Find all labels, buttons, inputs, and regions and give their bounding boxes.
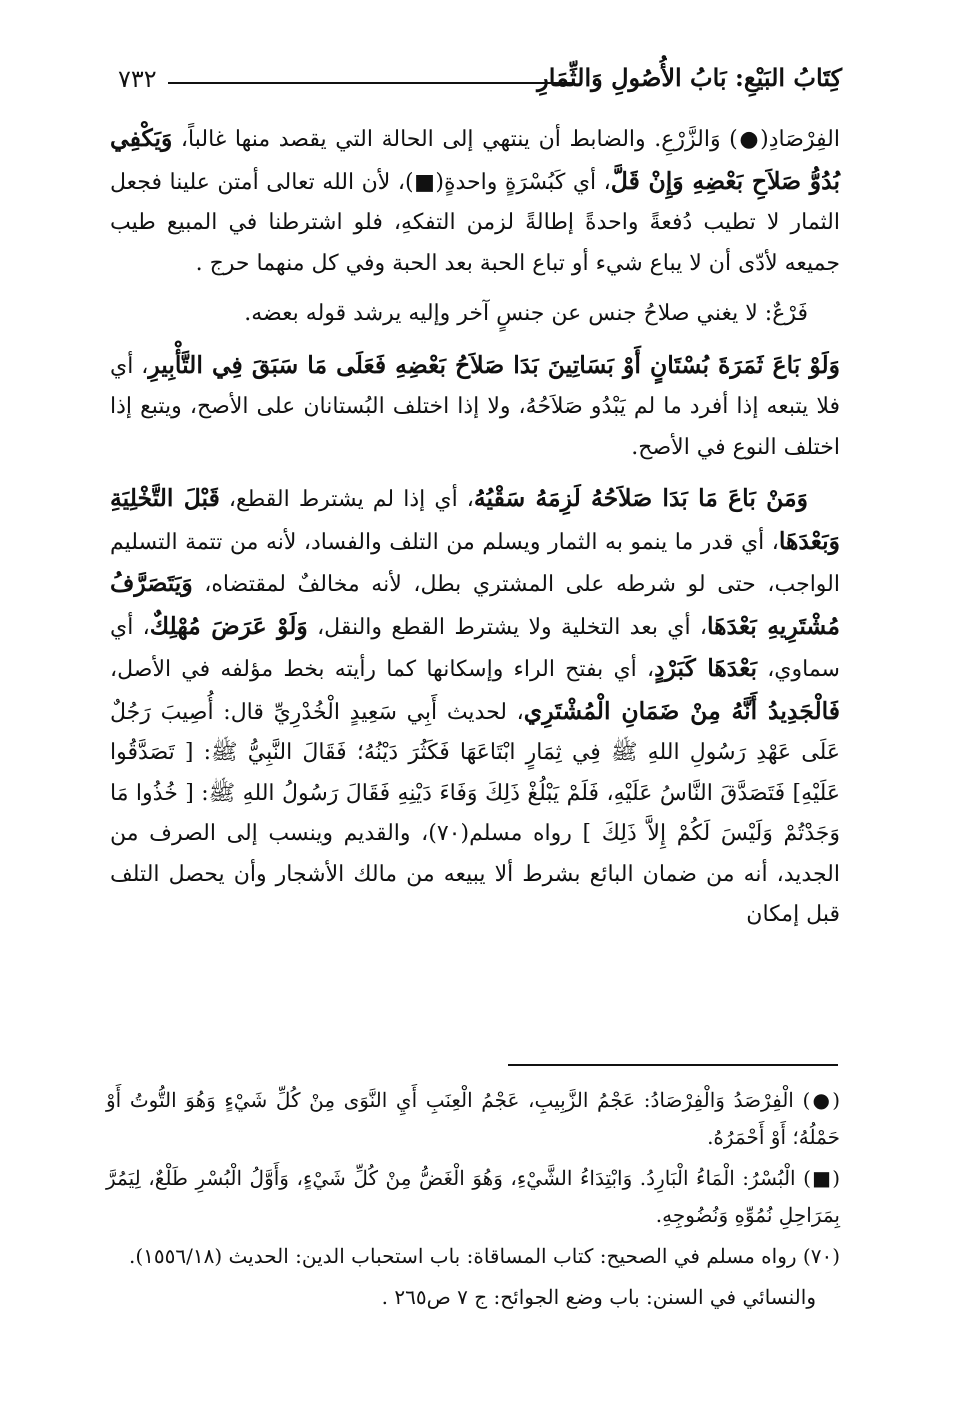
main-text <box>110 118 840 936</box>
paragraph-4-text: ، أي بفتح الراء وإسكانها كما رأيته بخط مؤلفه في الأصل، <box>110 657 655 682</box>
footnote-square: (■) الْبُسْرُ: الْمَاءُ الْبَارِدُ. وَابْتِدَاءُ الشَّيْءِ، وَهُوَ الْغَضُّ مِنْ كُلِّ شَيْءٍ، وَأَوَّلُ الْبُسْرِ طَلْعٌ، لِيَمُرَّ بِمَرَاحِلِ نُمُوِّهِ وَنُضُوجِهِ. <box>106 1166 840 1227</box>
page-header <box>118 60 842 100</box>
footnote-circle: (●) الْفِرْصَدُ وَالْفِرْصَادُ: عَجْمُ الزَّبِيبِ، عَجْمُ الْعِنَبِ أَيِ النَّوَى مِنْ كُلِّ شَيْءٍ وَهُوَ التُّوتُ أَوْ حَمْلُهُ؛ أَوْ أَحْمَرُهُ. <box>106 1088 840 1149</box>
matn-phrase: وَيَكْفِي بُدُوُّ صَلاَحِ بَعْضِهِ وَإِنْ قَلَّ <box>110 124 840 195</box>
paragraph-4-text: ، لحديث أَبِي سَعِيدٍ الْخُدْرِيِّ قال: أُصِيبَ رَجُلٌ عَلَى عَهْدِ رَسُولِ اللهِ ﷺ فِي ثِمَارٍ ابْتَاعَهَا فَكَثُرَ دَيْنُهُ؛ فَقَالَ النَّبِيُّ ﷺ: [ تَصَدَّقُوا عَلَيْهِ] فَتَصَدَّقَ النَّاسُ عَلَيْهِ، فَلَمْ يَبْلُغْ ذَلِكَ وَفَاءَ دَيْنِهِ فَقَالَ رَسُولُ اللهِ ﷺ: [ خُذُوا مَا وَجَدْتُمْ وَلَيْسَ لَكُمْ إِلاَّ ذَلِكَ ] رواه مسلم(٧٠)، والقديم وينسب إلى الصرف من الجديد، أنه من ضمان البائع بشرط ألا يبيعه من مالك الأشجار وأن يحصل التلف قبل إمكان <box>110 699 840 927</box>
footnote-70-continued: والنسائي في السنن: باب وضع الجوائح: ج ٧ ص٢٦٥ . <box>381 1285 816 1309</box>
matn-phrase: وَمَنْ بَاعَ مَا بَدَا صَلاَحُهُ لَزِمَهُ سَقْيُهُ <box>473 484 808 512</box>
paragraph-4-text: ، أي سماوي، <box>110 614 840 682</box>
paragraph-3-text: ، أي فلا يتبعه إذا أفرد ما لم يَبْدُو صَلاَحُهُ، ولا إذا اختلف البُستانان على الأصح، ويتبع إذا اختلف النوع في الأصح. <box>110 353 840 460</box>
paragraph-4 <box>110 478 840 936</box>
paragraph-2 <box>110 294 840 335</box>
header-rule <box>168 82 572 84</box>
matn-phrase: قَبْلَ التَّخْلِيَةِ وَبَعْدَهَا <box>110 484 840 555</box>
paragraph-2-text: فَرْعٌ: لا يغني صلاحُ جنس عن جنسٍ آخر وإليه يرشد قوله بعضه. <box>244 301 808 326</box>
matn-phrase: وَلَوْ عَرَضَ مُهْلِكٌ <box>149 611 308 640</box>
paragraph-3 <box>110 345 840 469</box>
paragraph-1-text: ، أي كَبُسْرَةٍ واحدةٍ(■)، لأن الله تعالى أمتن علينا فجعل الثمار لا تطيب دُفعةً واحدةً إطالةً لزمن التفكهِ، فلو اشترطنا في المبيع طيب جميعه لأدّى أن لا يباع شيء أو تباع الحبة بعد الحبة وفي كل منهما حرج . <box>110 169 840 276</box>
running-title: كِتَابُ البَيْعِ: بَابُ الأُصُولِ وَالثِّمَارِ <box>537 63 842 92</box>
matn-phrase: فَالْجَدِيدُ أَنَّهُ مِنْ ضَمَانِ الْمُشْتَرِي <box>523 696 840 725</box>
paragraph-1-text: (●) وَالزَّرْعِ. والضابط أن ينتهي إلى الحالة التي يقصد منها غالباً، <box>172 127 769 152</box>
paragraph-4-text: ، أي بعد التخلية ولا يشترط القطع والنقل، <box>307 614 707 640</box>
paragraph-4-text: ، أي إذا لم يشترط القطع، <box>219 487 474 512</box>
matn-phrase: وَلَوْ بَاعَ ثَمَرَةَ بُسْتَانٍ أَوْ بَسَاتِينَ بَدَا صَلاَحُ بَعْضِهِ فَعَلَى مَا سَبَقَ فِي التَّأْبِيرِ <box>148 350 840 379</box>
footnotes <box>106 1082 840 1316</box>
footnote-70: (٧٠) رواه مسلم في الصحيح: كتاب المساقاة: باب استحباب الدين: الحديث (١٥٥٦/١٨). <box>128 1244 840 1268</box>
paragraph-1-lead: الفِرْصَادِ <box>768 127 840 152</box>
footnote-rule <box>508 1064 838 1066</box>
paragraph-1 <box>110 118 840 284</box>
page-number: ٧٣٢ <box>118 65 157 93</box>
paragraph-4-text: ، أي قدر ما ينمو به الثمار ويسلم من التلف والفساد، لأنه من تتمة التسليم الواجب، حتى لو شرطه على المشتري بطل، لأنه مخالفٌ لمقتضاه، <box>110 529 840 597</box>
matn-phrase: وَيَتَصَرَّفُ مُشْتَرِيهِ بَعْدَهَا <box>110 569 840 640</box>
matn-phrase: بَعْدَهَا كَبَرْدٍ <box>654 654 757 682</box>
